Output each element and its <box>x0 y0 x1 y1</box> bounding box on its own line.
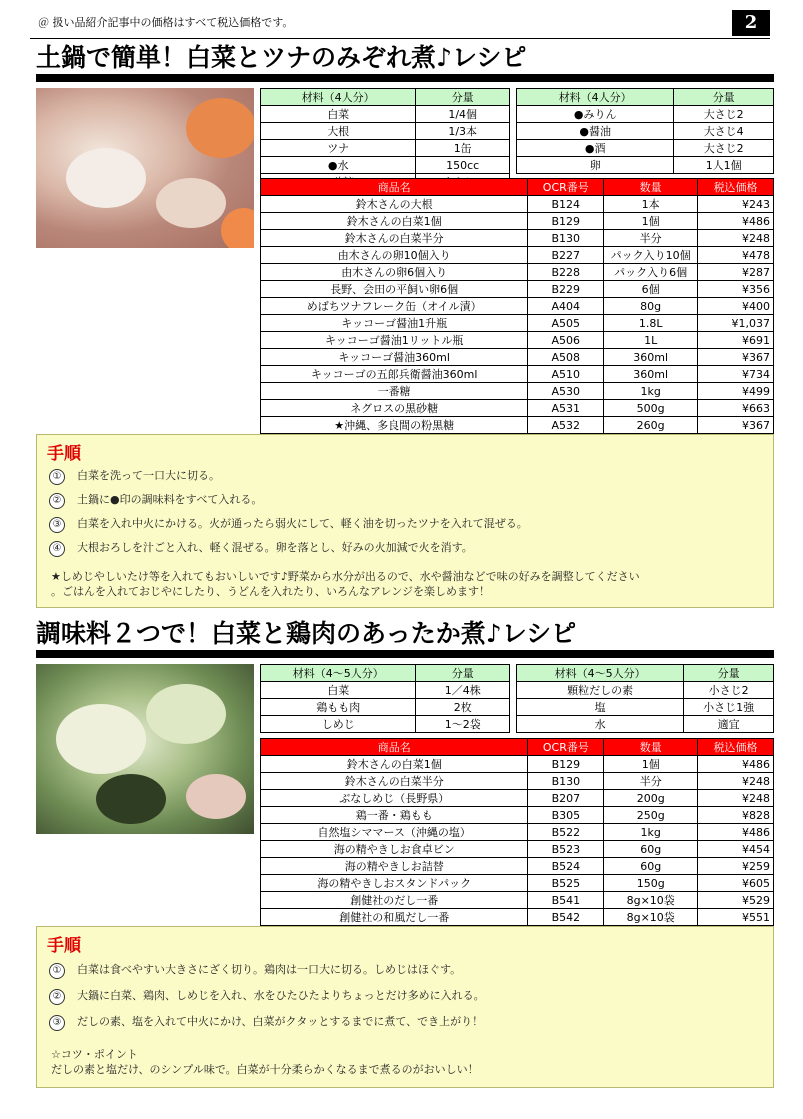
product-name-header: 商品名 <box>261 179 528 196</box>
quantity: 1本 <box>604 196 698 213</box>
ingredient-row <box>517 123 774 140</box>
ocr-number: A510 <box>528 366 604 383</box>
product-name: 由木さんの卵6個入り <box>261 264 528 281</box>
quantity-header: 数量 <box>604 739 698 756</box>
price: ¥529 <box>698 892 774 909</box>
ocr-number: B228 <box>528 264 604 281</box>
ingredient-header: 材料（4人分） <box>261 89 416 106</box>
quantity: 60g <box>604 858 698 875</box>
price: ¥367 <box>698 417 774 434</box>
price-note: ＠ 扱い品紹介記事中の価格はすべて税込価格です。 <box>38 16 294 29</box>
product-row <box>261 264 774 281</box>
ocr-number: B542 <box>528 909 604 926</box>
price: ¥259 <box>698 858 774 875</box>
recipe2-photo <box>36 664 254 834</box>
ocr-number: A404 <box>528 298 604 315</box>
product-name: 創健社のだし一番 <box>261 892 528 909</box>
price-header: 税込価格 <box>698 739 774 756</box>
ingredient-amount: 1缶 <box>416 140 510 157</box>
ingredient-row <box>261 123 510 140</box>
quantity: 1kg <box>604 824 698 841</box>
product-row <box>261 892 774 909</box>
product-row <box>261 807 774 824</box>
greens-piece <box>96 774 166 824</box>
step-text: 土鍋に●印の調味料をすべて入れる。 <box>77 493 263 506</box>
step-item <box>49 515 528 533</box>
product-name: 海の精やきしお詰替 <box>261 858 528 875</box>
ingredient-amount: 大さじ4 <box>674 123 774 140</box>
price: ¥243 <box>698 196 774 213</box>
ingredient-name: ツナ <box>261 140 416 157</box>
ocr-number: B207 <box>528 790 604 807</box>
amount-header: 分量 <box>684 665 774 682</box>
ingredient-name: 卵 <box>517 157 674 174</box>
product-row <box>261 332 774 349</box>
ingredient-name: 水 <box>517 716 684 733</box>
step-text: だしの素、塩を入れて中火にかけ、白菜がクタッとするまでに煮て、でき上がり！ <box>77 1015 484 1028</box>
ingredient-header: 材料（4人分） <box>517 89 674 106</box>
quantity-header: 数量 <box>604 179 698 196</box>
price: ¥478 <box>698 247 774 264</box>
page-number: 2 <box>732 10 770 36</box>
ingredient-amount: 1～2袋 <box>416 716 510 733</box>
quantity: 半分 <box>604 773 698 790</box>
ingredient-name: 塩 <box>517 699 684 716</box>
quantity: パック入り6個 <box>604 264 698 281</box>
recipe2-steps-box <box>36 926 774 1088</box>
ingredient-name: ●醤油 <box>517 123 674 140</box>
ingredient-row <box>517 716 774 733</box>
ingredient-row <box>517 699 774 716</box>
carrot-piece <box>186 98 254 158</box>
ingredient-row <box>261 140 510 157</box>
ocr-number: A508 <box>528 349 604 366</box>
ingredient-name: 鶏もも肉 <box>261 699 416 716</box>
ingredient-row <box>261 682 510 699</box>
price: ¥734 <box>698 366 774 383</box>
price: ¥551 <box>698 909 774 926</box>
ingredient-amount: 1/3本 <box>416 123 510 140</box>
recipe2-title: 調味料２つで！白菜と鶏肉のあったか煮♪レシピ <box>36 619 577 648</box>
product-name: ネグロスの黒砂糖 <box>261 400 528 417</box>
quantity: 260g <box>604 417 698 434</box>
price: ¥287 <box>698 264 774 281</box>
product-name: ★沖縄、多良間の粉黒糖 <box>261 417 528 434</box>
quantity: 200g <box>604 790 698 807</box>
product-row <box>261 383 774 400</box>
ingredient-amount: 小さじ1強 <box>684 699 774 716</box>
ingredient-amount: 大さじ2 <box>674 140 774 157</box>
ocr-number: A505 <box>528 315 604 332</box>
step-text: 大根おろしを汁ごと入れ、軽く混ぜる。卵を落とし、好みの火加減で火を消す。 <box>77 541 473 554</box>
product-name-header: 商品名 <box>261 739 528 756</box>
price: ¥248 <box>698 773 774 790</box>
product-name: 海の精やきしおスタンドパック <box>261 875 528 892</box>
ingredient-amount: 150cc <box>416 157 510 174</box>
step-item <box>49 491 262 509</box>
price: ¥400 <box>698 298 774 315</box>
product-row <box>261 298 774 315</box>
product-row <box>261 773 774 790</box>
step-number: ④ <box>49 541 65 557</box>
step-text: 白菜は食べやすい大きさにざく切り。鶏肉は一口大に切る。しめじはほぐす。 <box>77 963 462 976</box>
ocr-number: A531 <box>528 400 604 417</box>
recipe1-ingredients-right <box>516 88 774 174</box>
recipe2-title-bar <box>36 650 774 658</box>
ingredient-amount: 1/4個 <box>416 106 510 123</box>
product-name: 鈴木さんの白菜1個 <box>261 213 528 230</box>
step-item <box>49 961 461 979</box>
step-text: 大鍋に白菜、鶏肉、しめじを入れ、水をひたひたよりちょっとだけ多めに入れる。 <box>77 989 485 1002</box>
price: ¥248 <box>698 230 774 247</box>
note-line: ☆コツ・ポイント <box>51 1048 138 1061</box>
ocr-number-header: OCR番号 <box>528 739 604 756</box>
product-row <box>261 213 774 230</box>
ingredient-row <box>517 106 774 123</box>
ocr-number: B227 <box>528 247 604 264</box>
product-name: 自然塩シママース（沖縄の塩） <box>261 824 528 841</box>
quantity: 1.8L <box>604 315 698 332</box>
price: ¥356 <box>698 281 774 298</box>
quantity: 1L <box>604 332 698 349</box>
ocr-number: B129 <box>528 756 604 773</box>
recipe1-steps-box <box>36 434 774 608</box>
ingredient-row <box>517 157 774 174</box>
product-row <box>261 756 774 773</box>
quantity: 8g×10袋 <box>604 892 698 909</box>
ingredient-name: 白菜 <box>261 682 416 699</box>
price: ¥248 <box>698 790 774 807</box>
ingredient-name: 白菜 <box>261 106 416 123</box>
product-name: 由木さんの卵10個入り <box>261 247 528 264</box>
price: ¥691 <box>698 332 774 349</box>
ingredient-name: ●水 <box>261 157 416 174</box>
recipe1-products-table <box>260 178 774 451</box>
step-number: ③ <box>49 1015 65 1031</box>
price: ¥486 <box>698 824 774 841</box>
product-name: 鈴木さんの大根 <box>261 196 528 213</box>
ocr-number: A532 <box>528 417 604 434</box>
ocr-number: B525 <box>528 875 604 892</box>
note-line: だしの素と塩だけ、のシンプル味で。白菜が十分柔らかくなるまで煮るのがおいしい！ <box>51 1063 479 1076</box>
product-row <box>261 230 774 247</box>
ingredient-amount: 小さじ2 <box>684 682 774 699</box>
product-row <box>261 824 774 841</box>
ocr-number: B124 <box>528 196 604 213</box>
step-number: ③ <box>49 517 65 533</box>
quantity: 500g <box>604 400 698 417</box>
ingredient-amount: 2枚 <box>416 699 510 716</box>
quantity: 半分 <box>604 230 698 247</box>
recipe1-photo <box>36 88 254 248</box>
ingredient-name: 顆粒だしの素 <box>517 682 684 699</box>
note-line: ★しめじやしいたけ等を入れてもおいしいです♪野菜から水分が出るので、水や醤油などで味の好みを調整してください <box>51 570 640 583</box>
ocr-number: B229 <box>528 281 604 298</box>
ocr-number: B129 <box>528 213 604 230</box>
ingredient-name: 大根 <box>261 123 416 140</box>
step-item <box>49 987 485 1005</box>
product-name: めばちツナフレーク缶（オイル漬） <box>261 298 528 315</box>
ingredient-name: ●酒 <box>517 140 674 157</box>
ingredient-header: 材料（4～5人分） <box>517 665 684 682</box>
quantity: 1個 <box>604 213 698 230</box>
ingredient-name: ●みりん <box>517 106 674 123</box>
price: ¥486 <box>698 213 774 230</box>
product-name: 鈴木さんの白菜半分 <box>261 230 528 247</box>
price: ¥454 <box>698 841 774 858</box>
product-name: 海の精やきしお食卓ビン <box>261 841 528 858</box>
ocr-number: A506 <box>528 332 604 349</box>
price: ¥663 <box>698 400 774 417</box>
step-number: ① <box>49 963 65 979</box>
ocr-number: B523 <box>528 841 604 858</box>
step-number: ② <box>49 493 65 509</box>
amount-header: 分量 <box>674 89 774 106</box>
product-name: 鶏一番・鶏もも <box>261 807 528 824</box>
product-name: 創健社の和風だし一番 <box>261 909 528 926</box>
price: ¥486 <box>698 756 774 773</box>
product-name: キッコーゴ醤油1リットル瓶 <box>261 332 528 349</box>
ocr-number: B130 <box>528 230 604 247</box>
product-row <box>261 790 774 807</box>
product-row <box>261 858 774 875</box>
step-text: 白菜を入れ中火にかける。火が通ったら弱火にして、軽く油を切ったツナを入れて混ぜる。 <box>77 517 528 530</box>
price: ¥828 <box>698 807 774 824</box>
price: ¥367 <box>698 349 774 366</box>
step-note <box>51 1047 479 1077</box>
product-row <box>261 417 774 434</box>
price: ¥605 <box>698 875 774 892</box>
step-item <box>49 539 473 557</box>
product-name: ぶなしめじ（長野県） <box>261 790 528 807</box>
step-number: ② <box>49 989 65 1005</box>
quantity: 360ml <box>604 349 698 366</box>
quantity: 360ml <box>604 366 698 383</box>
recipe1-ingredients-left <box>260 88 510 191</box>
amount-header: 分量 <box>416 89 510 106</box>
ingredient-name: しめじ <box>261 716 416 733</box>
ingredient-row <box>517 140 774 157</box>
ingredient-row <box>261 699 510 716</box>
ocr-number: B130 <box>528 773 604 790</box>
ingredient-header: 材料（4～5人分） <box>261 665 416 682</box>
ingredient-row <box>261 716 510 733</box>
ingredient-amount: 1／4株 <box>416 682 510 699</box>
quantity: 8g×10袋 <box>604 909 698 926</box>
price: ¥1,037 <box>698 315 774 332</box>
quantity: 6個 <box>604 281 698 298</box>
quantity: 250g <box>604 807 698 824</box>
ocr-number: B305 <box>528 807 604 824</box>
page-header <box>30 6 770 36</box>
step-item <box>49 1013 483 1031</box>
product-row <box>261 349 774 366</box>
product-row <box>261 196 774 213</box>
product-row <box>261 841 774 858</box>
recipe2-ingredients-left <box>260 664 510 733</box>
steps-title: 手順 <box>47 444 81 464</box>
step-item <box>49 467 220 485</box>
quantity: 60g <box>604 841 698 858</box>
recipe1-title-bar <box>36 74 774 82</box>
product-name: 長野、会田の平飼い卵6個 <box>261 281 528 298</box>
product-name: 鈴木さんの白菜1個 <box>261 756 528 773</box>
product-name: キッコーゴ醤油1升瓶 <box>261 315 528 332</box>
product-row <box>261 400 774 417</box>
recipe2-products-table <box>260 738 774 926</box>
ocr-number: B522 <box>528 824 604 841</box>
ingredient-amount: 1人1個 <box>674 157 774 174</box>
product-row <box>261 366 774 383</box>
recipe2-ingredients-right <box>516 664 774 733</box>
step-text: 白菜を洗って一口大に切る。 <box>77 469 220 482</box>
product-name: キッコーゴ醤油360ml <box>261 349 528 366</box>
ingredient-row <box>517 682 774 699</box>
quantity: 80g <box>604 298 698 315</box>
steps-title: 手順 <box>47 936 81 956</box>
product-row <box>261 315 774 332</box>
product-row <box>261 281 774 298</box>
product-name: 一番糖 <box>261 383 528 400</box>
ingredient-amount: 適宜 <box>684 716 774 733</box>
ocr-number-header: OCR番号 <box>528 179 604 196</box>
quantity: 1kg <box>604 383 698 400</box>
chicken-piece <box>186 774 246 819</box>
ingredient-row <box>261 106 510 123</box>
price: ¥499 <box>698 383 774 400</box>
ingredient-amount: 大さじ2 <box>674 106 774 123</box>
carrot-piece <box>221 208 254 248</box>
napa-piece <box>66 148 146 208</box>
napa-piece <box>146 684 226 744</box>
quantity: 150g <box>604 875 698 892</box>
step-note <box>51 569 640 599</box>
product-row <box>261 875 774 892</box>
ocr-number: B524 <box>528 858 604 875</box>
napa-piece <box>56 704 146 774</box>
price-header: 税込価格 <box>698 179 774 196</box>
ingredient-row <box>261 157 510 174</box>
amount-header: 分量 <box>416 665 510 682</box>
recipe1-title: 土鍋で簡単！白菜とツナのみぞれ煮♪レシピ <box>36 43 527 72</box>
step-number: ① <box>49 469 65 485</box>
product-name: キッコーゴの五郎兵衛醤油360ml <box>261 366 528 383</box>
note-line: 。ごはんを入れておじやにしたり、うどんを入れたり、いろんなアレンジを楽しめます！ <box>51 585 491 598</box>
tuna-piece <box>156 178 226 228</box>
ocr-number: A530 <box>528 383 604 400</box>
quantity: パック入り10個 <box>604 247 698 264</box>
product-name: 鈴木さんの白菜半分 <box>261 773 528 790</box>
quantity: 1個 <box>604 756 698 773</box>
product-row <box>261 909 774 926</box>
ocr-number: B541 <box>528 892 604 909</box>
product-row <box>261 247 774 264</box>
